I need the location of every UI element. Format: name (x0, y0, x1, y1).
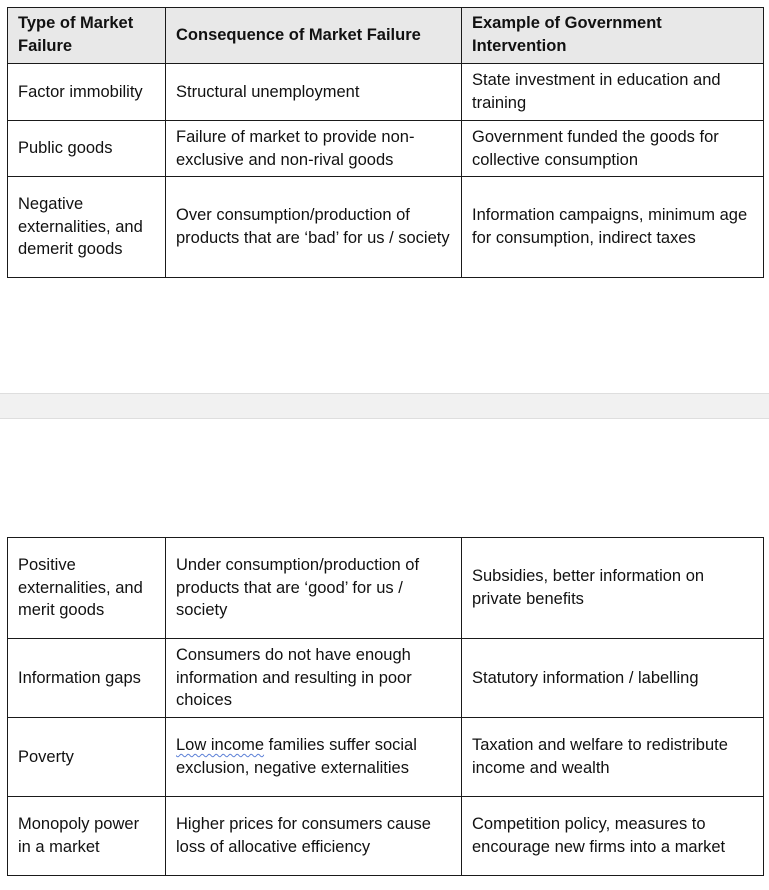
table-header-row (8, 8, 764, 64)
cell-consequence-rest: families suffer social exclusion, negative externalities (176, 736, 417, 777)
table-row (8, 639, 764, 718)
cell-intervention: Subsidies, better information on private benefits (462, 538, 764, 639)
cell-intervention: Information campaigns, minimum age for consumption, indirect taxes (462, 177, 764, 278)
cell-consequence: Failure of market to provide non-exclusive and non-rival goods (166, 121, 462, 177)
table-row (8, 797, 764, 876)
table-row (8, 121, 764, 177)
page-break-separator (0, 393, 769, 419)
table-row (8, 177, 764, 278)
header-type: Type of Market Failure (8, 8, 166, 64)
cell-type: Negative externalities, and demerit goods (8, 177, 166, 278)
cell-consequence: Under consumption/production of products that are ‘good’ for us / society (166, 538, 462, 639)
spellcheck-flagged-text[interactable]: Low income (176, 736, 265, 755)
cell-intervention: Competition policy, measures to encourage new firms into a market (462, 797, 764, 876)
cell-consequence: Over consumption/production of products that are ‘bad’ for us / society (166, 177, 462, 278)
cell-consequence: Consumers do not have enough information and resulting in poor choices (166, 639, 462, 718)
header-intervention: Example of Government Intervention (462, 8, 764, 64)
cell-type: Information gaps (8, 639, 166, 718)
cell-intervention: Government funded the goods for collective consumption (462, 121, 764, 177)
header-consequence: Consequence of Market Failure (166, 8, 462, 64)
cell-type: Positive externalities, and merit goods (8, 538, 166, 639)
cell-type: Poverty (8, 718, 166, 797)
table-row (8, 538, 764, 639)
cell-consequence: Higher prices for consumers cause loss of allocative efficiency (166, 797, 462, 876)
cell-type: Monopoly power in a market (8, 797, 166, 876)
table-row (8, 718, 764, 797)
table-row (8, 64, 764, 121)
cell-intervention: Taxation and welfare to redistribute income and wealth (462, 718, 764, 797)
cell-consequence (166, 718, 462, 797)
market-failure-table-part-2 (7, 537, 764, 876)
cell-type: Public goods (8, 121, 166, 177)
cell-type: Factor immobility (8, 64, 166, 121)
cell-intervention: State investment in education and training (462, 64, 764, 121)
market-failure-table-part-1 (7, 7, 764, 278)
cell-intervention: Statutory information / labelling (462, 639, 764, 718)
cell-consequence: Structural unemployment (166, 64, 462, 121)
